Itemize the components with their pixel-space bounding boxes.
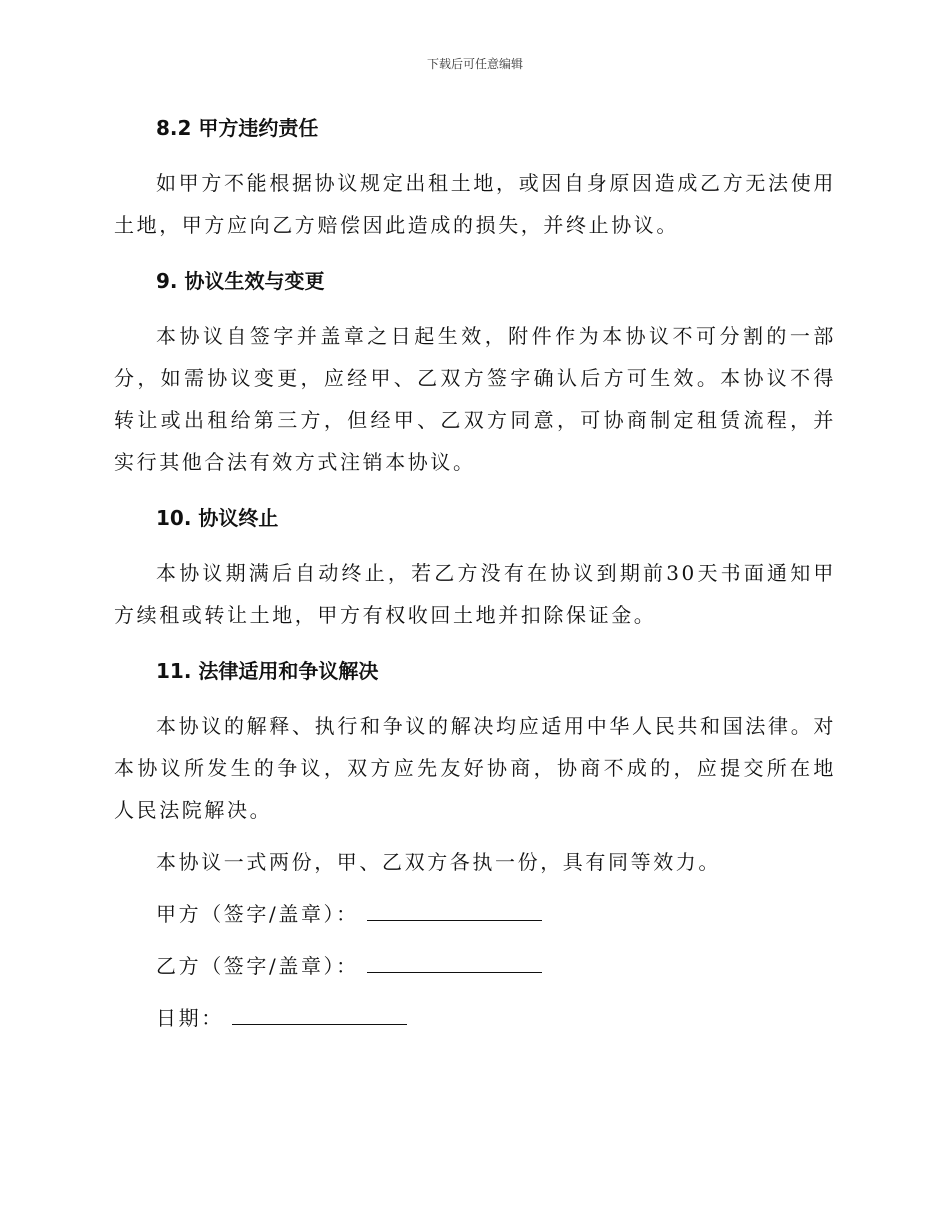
signature-party-a-blank [367, 896, 542, 921]
signature-party-b-label: 乙方（签字/盖章）： [156, 954, 359, 978]
signature-party-a [114, 893, 836, 935]
section-body-8-2: 如甲方不能根据协议规定出租土地，或因自身原因造成乙方无法使用土地，甲方应向乙方赔偿因此造成的损失，并终止协议。 [114, 171, 836, 237]
closing-statement: 本协议一式两份，甲、乙双方各执一份，具有同等效力。 [156, 850, 721, 874]
section-heading-10: 10. 协议终止 [156, 506, 279, 530]
page-header: 下载后可任意编辑 [426, 57, 523, 71]
signature-date-label: 日期： [156, 1006, 224, 1030]
section-body-9: 本协议自签字并盖章之日起生效，附件作为本协议不可分割的一部分，如需协议变更，应经甲、乙双方签字确认后方可生效。本协议不得转让或出租给第三方，但经甲、乙双方同意，可协商制定租赁流程，并实行其他合法有效方式注销本协议。 [114, 324, 836, 474]
section-body-11: 本协议的解释、执行和争议的解决均应适用中华人民共和国法律。对本协议所发生的争议，双方应先友好协商，协商不成的，应提交所在地人民法院解决。 [114, 714, 836, 822]
section-heading-9: 9. 协议生效与变更 [156, 269, 325, 293]
signature-party-b [114, 945, 836, 987]
document-body [114, 110, 836, 1039]
signature-date [114, 997, 836, 1039]
section-heading-11: 11. 法律适用和争议解决 [156, 659, 379, 683]
section-heading-8-2: 8.2 甲方违约责任 [156, 116, 319, 140]
signature-party-a-label: 甲方（签字/盖章）： [156, 902, 359, 926]
section-body-10: 本协议期满后自动终止，若乙方没有在协议到期前30天书面通知甲方续租或转让土地，甲方有权收回土地并扣除保证金。 [114, 561, 836, 627]
signature-party-b-blank [367, 948, 542, 973]
signature-date-blank [232, 1000, 407, 1025]
